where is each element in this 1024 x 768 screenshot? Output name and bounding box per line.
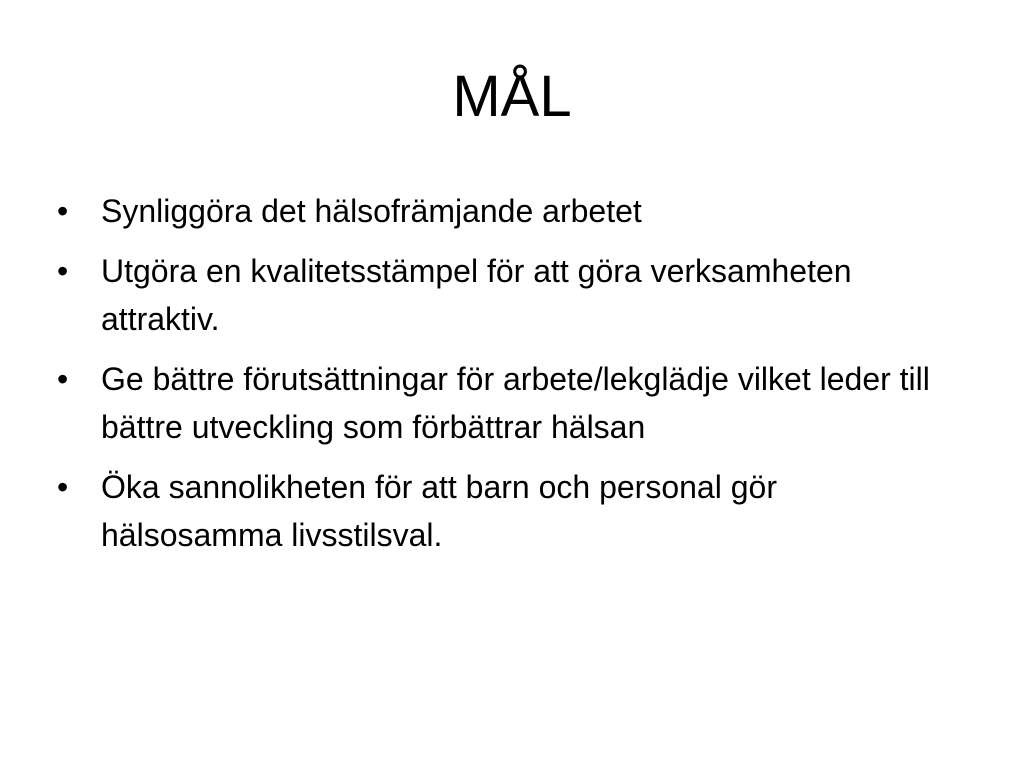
bullet-item: [56, 247, 956, 343]
bullet-icon: •: [57, 361, 69, 397]
bullet-text: Synliggöra det hälsofrämjande arbetet: [101, 193, 642, 229]
bullet-list: [56, 187, 956, 571]
bullet-item: [56, 187, 956, 235]
bullet-icon: •: [57, 469, 69, 505]
bullet-icon: •: [57, 193, 69, 229]
slide-title: MÅL: [452, 64, 572, 129]
bullet-icon: •: [57, 253, 69, 289]
bullet-item: [56, 355, 956, 451]
bullet-text: Ge bättre förutsättningar för arbete/lekglädje vilket leder till bättre utveckling som förbättrar hälsan: [101, 361, 930, 445]
bullet-item: [56, 463, 956, 559]
bullet-text: Utgöra en kvalitetsstämpel för att göra verksamheten attraktiv.: [101, 253, 852, 337]
bullet-text: Öka sannolikheten för att barn och personal gör hälsosamma livsstilsval.: [101, 469, 777, 553]
